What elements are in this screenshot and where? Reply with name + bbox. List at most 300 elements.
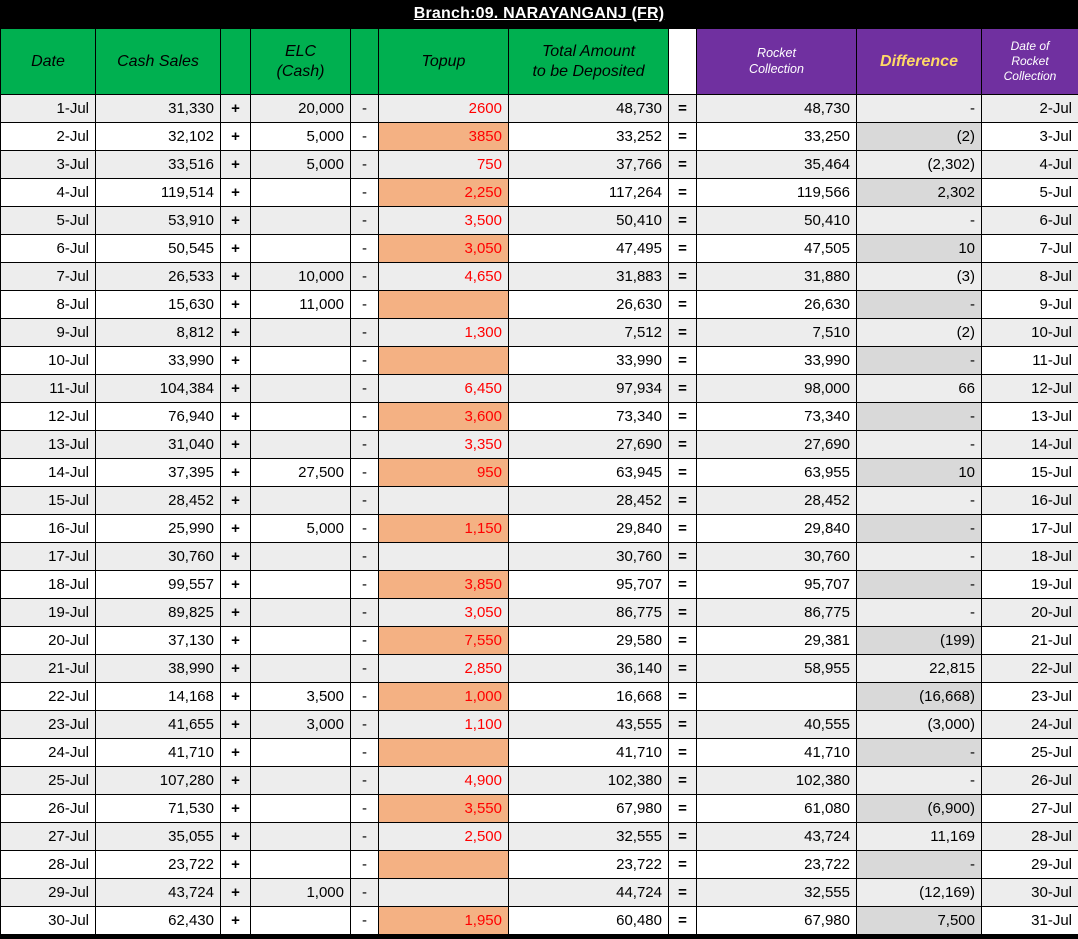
rocket-date-header-line3: Collection	[1003, 69, 1057, 83]
cell-cash-sales: 26,533	[96, 263, 221, 291]
cell-topup: 7,550	[379, 627, 509, 655]
cell-minus-sign: -	[351, 515, 379, 543]
cell-rocket-collection: 32,555	[697, 879, 857, 907]
cell-rocket-collection: 30,760	[697, 543, 857, 571]
cell-topup	[379, 347, 509, 375]
cell-total-deposit: 73,340	[509, 403, 669, 431]
cell-elc-cash: 10,000	[251, 263, 351, 291]
cell-rocket-date: 21-Jul	[982, 627, 1078, 655]
cell-elc-cash	[251, 207, 351, 235]
cell-date: 4-Jul	[1, 179, 96, 207]
cell-date: 28-Jul	[1, 851, 96, 879]
cell-rocket-collection: 58,955	[697, 655, 857, 683]
cell-plus-sign: +	[221, 823, 251, 851]
rocket-header-line1: Rocket	[757, 45, 796, 60]
cell-elc-cash	[251, 823, 351, 851]
cell-plus-sign: +	[221, 627, 251, 655]
cell-elc-cash: 3,500	[251, 683, 351, 711]
cell-difference: (199)	[857, 627, 982, 655]
cell-equals-sign: =	[669, 767, 697, 795]
cell-total-deposit: 7,512	[509, 319, 669, 347]
cell-elc-cash	[251, 543, 351, 571]
table-row	[1, 767, 1078, 795]
cell-cash-sales: 14,168	[96, 683, 221, 711]
cell-difference: 7,500	[857, 907, 982, 935]
cell-topup: 3,050	[379, 599, 509, 627]
cell-minus-sign: -	[351, 599, 379, 627]
table-row	[1, 235, 1078, 263]
cell-rocket-date: 22-Jul	[982, 655, 1078, 683]
cell-plus-sign: +	[221, 347, 251, 375]
cell-minus-sign: -	[351, 543, 379, 571]
cell-plus-sign: +	[221, 543, 251, 571]
cell-rocket-date: 15-Jul	[982, 459, 1078, 487]
cell-plus-sign: +	[221, 795, 251, 823]
col-header-difference: Difference	[857, 29, 982, 95]
cell-minus-sign: -	[351, 487, 379, 515]
cell-difference: -	[857, 515, 982, 543]
cell-topup: 2600	[379, 95, 509, 123]
cell-rocket-collection: 23,722	[697, 851, 857, 879]
cell-elc-cash	[251, 795, 351, 823]
cell-rocket-collection: 95,707	[697, 571, 857, 599]
cell-elc-cash: 5,000	[251, 151, 351, 179]
cell-plus-sign: +	[221, 655, 251, 683]
cell-date: 23-Jul	[1, 711, 96, 739]
cell-rocket-date: 6-Jul	[982, 207, 1078, 235]
cell-topup: 1,100	[379, 711, 509, 739]
table-row	[1, 431, 1078, 459]
cell-equals-sign: =	[669, 543, 697, 571]
cell-rocket-collection: 7,510	[697, 319, 857, 347]
cell-difference: -	[857, 543, 982, 571]
cell-rocket-date: 3-Jul	[982, 123, 1078, 151]
total-header-line1: Total Amount	[541, 42, 636, 60]
cell-date: 17-Jul	[1, 543, 96, 571]
cell-date: 16-Jul	[1, 515, 96, 543]
cell-plus-sign: +	[221, 123, 251, 151]
cell-minus-sign: -	[351, 711, 379, 739]
cell-topup: 2,850	[379, 655, 509, 683]
cell-total-deposit: 67,980	[509, 795, 669, 823]
cell-cash-sales: 25,990	[96, 515, 221, 543]
cell-topup: 1,150	[379, 515, 509, 543]
cell-total-deposit: 28,452	[509, 487, 669, 515]
cell-rocket-date: 16-Jul	[982, 487, 1078, 515]
cell-minus-sign: -	[351, 739, 379, 767]
cell-elc-cash: 11,000	[251, 291, 351, 319]
cell-plus-sign: +	[221, 95, 251, 123]
cell-equals-sign: =	[669, 235, 697, 263]
cell-equals-sign: =	[669, 795, 697, 823]
cell-elc-cash	[251, 431, 351, 459]
cell-elc-cash	[251, 403, 351, 431]
cell-equals-sign: =	[669, 151, 697, 179]
cell-rocket-collection: 86,775	[697, 599, 857, 627]
cell-minus-sign: -	[351, 655, 379, 683]
cell-difference: -	[857, 571, 982, 599]
cell-difference: 10	[857, 459, 982, 487]
cell-elc-cash	[251, 235, 351, 263]
table-row	[1, 823, 1078, 851]
cell-plus-sign: +	[221, 319, 251, 347]
cell-topup	[379, 739, 509, 767]
cell-cash-sales: 15,630	[96, 291, 221, 319]
cell-date: 18-Jul	[1, 571, 96, 599]
cell-rocket-date: 24-Jul	[982, 711, 1078, 739]
cell-minus-sign: -	[351, 403, 379, 431]
cell-equals-sign: =	[669, 683, 697, 711]
cell-date: 11-Jul	[1, 375, 96, 403]
cell-plus-sign: +	[221, 515, 251, 543]
cell-plus-sign: +	[221, 207, 251, 235]
cell-cash-sales: 76,940	[96, 403, 221, 431]
col-header-cash-sales: Cash Sales	[96, 29, 221, 95]
cell-rocket-date: 9-Jul	[982, 291, 1078, 319]
cell-minus-sign: -	[351, 879, 379, 907]
cell-total-deposit: 50,410	[509, 207, 669, 235]
cell-rocket-date: 27-Jul	[982, 795, 1078, 823]
cell-cash-sales: 119,514	[96, 179, 221, 207]
cell-topup: 3,050	[379, 235, 509, 263]
cell-rocket-collection: 31,880	[697, 263, 857, 291]
cell-plus-sign: +	[221, 907, 251, 935]
cell-elc-cash: 5,000	[251, 515, 351, 543]
cell-minus-sign: -	[351, 319, 379, 347]
cell-rocket-date: 26-Jul	[982, 767, 1078, 795]
col-header-rocket-collection	[697, 29, 857, 95]
table-row	[1, 739, 1078, 767]
cell-minus-sign: -	[351, 823, 379, 851]
cell-topup: 1,950	[379, 907, 509, 935]
cell-cash-sales: 8,812	[96, 319, 221, 347]
table-row	[1, 655, 1078, 683]
col-header-minus-sign	[351, 29, 379, 95]
cell-topup: 6,450	[379, 375, 509, 403]
cell-equals-sign: =	[669, 431, 697, 459]
cell-topup: 3850	[379, 123, 509, 151]
cell-rocket-date: 14-Jul	[982, 431, 1078, 459]
cell-plus-sign: +	[221, 767, 251, 795]
cell-rocket-collection: 63,955	[697, 459, 857, 487]
cell-rocket-date: 28-Jul	[982, 823, 1078, 851]
cell-difference: (3,000)	[857, 711, 982, 739]
cell-elc-cash: 3,000	[251, 711, 351, 739]
cell-minus-sign: -	[351, 151, 379, 179]
cell-equals-sign: =	[669, 851, 697, 879]
cell-difference: (6,900)	[857, 795, 982, 823]
cell-date: 22-Jul	[1, 683, 96, 711]
table-row	[1, 515, 1078, 543]
cell-difference: (3)	[857, 263, 982, 291]
cell-rocket-collection: 41,710	[697, 739, 857, 767]
cell-total-deposit: 37,766	[509, 151, 669, 179]
col-header-elc-cash	[251, 29, 351, 95]
cell-difference: -	[857, 95, 982, 123]
cell-minus-sign: -	[351, 347, 379, 375]
cell-topup: 750	[379, 151, 509, 179]
cell-total-deposit: 47,495	[509, 235, 669, 263]
table-row	[1, 179, 1078, 207]
cell-difference: -	[857, 487, 982, 515]
cell-plus-sign: +	[221, 431, 251, 459]
cell-total-deposit: 63,945	[509, 459, 669, 487]
table-row	[1, 711, 1078, 739]
cell-difference: (2)	[857, 319, 982, 347]
table-row	[1, 907, 1078, 935]
cell-plus-sign: +	[221, 291, 251, 319]
cell-minus-sign: -	[351, 683, 379, 711]
cell-minus-sign: -	[351, 263, 379, 291]
cell-total-deposit: 60,480	[509, 907, 669, 935]
cell-cash-sales: 23,722	[96, 851, 221, 879]
col-header-total-amount	[509, 29, 669, 95]
cell-difference: 11,169	[857, 823, 982, 851]
cell-rocket-collection: 33,990	[697, 347, 857, 375]
cell-rocket-date: 18-Jul	[982, 543, 1078, 571]
cell-date: 30-Jul	[1, 907, 96, 935]
cell-elc-cash	[251, 375, 351, 403]
cell-date: 19-Jul	[1, 599, 96, 627]
table-row	[1, 375, 1078, 403]
cell-date: 12-Jul	[1, 403, 96, 431]
table-row	[1, 627, 1078, 655]
cell-difference: -	[857, 767, 982, 795]
cell-date: 20-Jul	[1, 627, 96, 655]
cell-total-deposit: 86,775	[509, 599, 669, 627]
cell-rocket-collection: 28,452	[697, 487, 857, 515]
table-row	[1, 683, 1078, 711]
cell-cash-sales: 104,384	[96, 375, 221, 403]
cell-topup: 3,600	[379, 403, 509, 431]
cell-cash-sales: 107,280	[96, 767, 221, 795]
cell-equals-sign: =	[669, 291, 697, 319]
cell-minus-sign: -	[351, 459, 379, 487]
cell-total-deposit: 33,990	[509, 347, 669, 375]
cell-elc-cash: 27,500	[251, 459, 351, 487]
cell-rocket-collection: 61,080	[697, 795, 857, 823]
bottom-strip	[0, 935, 1078, 939]
cell-equals-sign: =	[669, 347, 697, 375]
cell-elc-cash	[251, 319, 351, 347]
cell-plus-sign: +	[221, 179, 251, 207]
cell-topup: 3,550	[379, 795, 509, 823]
cell-plus-sign: +	[221, 403, 251, 431]
cell-minus-sign: -	[351, 235, 379, 263]
table-row	[1, 291, 1078, 319]
cell-cash-sales: 99,557	[96, 571, 221, 599]
cell-equals-sign: =	[669, 627, 697, 655]
cell-equals-sign: =	[669, 319, 697, 347]
cell-elc-cash: 5,000	[251, 123, 351, 151]
cell-rocket-collection: 98,000	[697, 375, 857, 403]
cell-plus-sign: +	[221, 599, 251, 627]
cell-date: 24-Jul	[1, 739, 96, 767]
cell-topup: 4,650	[379, 263, 509, 291]
cell-rocket-collection: 48,730	[697, 95, 857, 123]
cell-rocket-date: 13-Jul	[982, 403, 1078, 431]
cell-rocket-date: 12-Jul	[982, 375, 1078, 403]
cell-cash-sales: 62,430	[96, 907, 221, 935]
cell-rocket-date: 7-Jul	[982, 235, 1078, 263]
title-bar	[0, 0, 1078, 28]
cell-total-deposit: 117,264	[509, 179, 669, 207]
cell-minus-sign: -	[351, 851, 379, 879]
table-row	[1, 795, 1078, 823]
cell-rocket-collection: 35,464	[697, 151, 857, 179]
cell-total-deposit: 95,707	[509, 571, 669, 599]
col-header-topup: Topup	[379, 29, 509, 95]
cell-difference: -	[857, 347, 982, 375]
cell-equals-sign: =	[669, 711, 697, 739]
cell-difference: 10	[857, 235, 982, 263]
table-row	[1, 459, 1078, 487]
cell-total-deposit: 36,140	[509, 655, 669, 683]
cell-difference: (16,668)	[857, 683, 982, 711]
table-row	[1, 207, 1078, 235]
cell-plus-sign: +	[221, 683, 251, 711]
cell-topup	[379, 879, 509, 907]
cell-total-deposit: 27,690	[509, 431, 669, 459]
cell-difference: -	[857, 599, 982, 627]
cell-cash-sales: 33,990	[96, 347, 221, 375]
table-row	[1, 599, 1078, 627]
table-row	[1, 151, 1078, 179]
cell-plus-sign: +	[221, 459, 251, 487]
cell-rocket-date: 23-Jul	[982, 683, 1078, 711]
cell-total-deposit: 16,668	[509, 683, 669, 711]
cell-elc-cash	[251, 347, 351, 375]
cell-plus-sign: +	[221, 571, 251, 599]
cell-topup	[379, 291, 509, 319]
cell-total-deposit: 30,760	[509, 543, 669, 571]
cell-topup: 2,250	[379, 179, 509, 207]
cell-elc-cash	[251, 767, 351, 795]
cell-rocket-date: 10-Jul	[982, 319, 1078, 347]
cell-equals-sign: =	[669, 487, 697, 515]
cell-date: 15-Jul	[1, 487, 96, 515]
table-row	[1, 123, 1078, 151]
cell-minus-sign: -	[351, 375, 379, 403]
cell-date: 13-Jul	[1, 431, 96, 459]
cell-rocket-collection: 43,724	[697, 823, 857, 851]
cell-topup: 3,350	[379, 431, 509, 459]
cell-elc-cash	[251, 627, 351, 655]
cell-cash-sales: 33,516	[96, 151, 221, 179]
cell-equals-sign: =	[669, 375, 697, 403]
cell-difference: (12,169)	[857, 879, 982, 907]
cell-plus-sign: +	[221, 851, 251, 879]
cell-equals-sign: =	[669, 263, 697, 291]
cell-total-deposit: 102,380	[509, 767, 669, 795]
cell-minus-sign: -	[351, 571, 379, 599]
cell-rocket-collection: 119,566	[697, 179, 857, 207]
cell-total-deposit: 32,555	[509, 823, 669, 851]
cell-total-deposit: 97,934	[509, 375, 669, 403]
col-header-plus-sign	[221, 29, 251, 95]
cell-cash-sales: 38,990	[96, 655, 221, 683]
cell-equals-sign: =	[669, 123, 697, 151]
cell-minus-sign: -	[351, 907, 379, 935]
table-row	[1, 319, 1078, 347]
cell-cash-sales: 32,102	[96, 123, 221, 151]
cell-difference: (2,302)	[857, 151, 982, 179]
cell-cash-sales: 41,710	[96, 739, 221, 767]
cell-rocket-collection: 40,555	[697, 711, 857, 739]
cell-rocket-collection	[697, 683, 857, 711]
cell-cash-sales: 89,825	[96, 599, 221, 627]
cell-date: 3-Jul	[1, 151, 96, 179]
cell-elc-cash	[251, 907, 351, 935]
cell-topup	[379, 851, 509, 879]
table-row	[1, 347, 1078, 375]
cell-minus-sign: -	[351, 179, 379, 207]
cell-date: 21-Jul	[1, 655, 96, 683]
cell-date: 5-Jul	[1, 207, 96, 235]
cell-total-deposit: 29,580	[509, 627, 669, 655]
total-header-line2: to be Deposited	[532, 62, 645, 80]
cell-minus-sign: -	[351, 123, 379, 151]
cell-plus-sign: +	[221, 263, 251, 291]
cell-cash-sales: 30,760	[96, 543, 221, 571]
cell-topup: 4,900	[379, 767, 509, 795]
cell-rocket-collection: 102,380	[697, 767, 857, 795]
cell-total-deposit: 26,630	[509, 291, 669, 319]
cell-rocket-collection: 67,980	[697, 907, 857, 935]
col-header-date: Date	[1, 29, 96, 95]
cell-minus-sign: -	[351, 95, 379, 123]
cell-difference: 2,302	[857, 179, 982, 207]
cell-plus-sign: +	[221, 879, 251, 907]
cell-equals-sign: =	[669, 403, 697, 431]
cell-equals-sign: =	[669, 879, 697, 907]
cell-equals-sign: =	[669, 515, 697, 543]
cell-cash-sales: 43,724	[96, 879, 221, 907]
cell-date: 7-Jul	[1, 263, 96, 291]
cell-rocket-collection: 33,250	[697, 123, 857, 151]
cell-difference: -	[857, 207, 982, 235]
cell-rocket-collection: 73,340	[697, 403, 857, 431]
cell-elc-cash	[251, 851, 351, 879]
cell-topup	[379, 543, 509, 571]
table-row	[1, 95, 1078, 123]
cell-minus-sign: -	[351, 291, 379, 319]
branch-title: Branch:09. NARAYANGANJ (FR)	[413, 5, 665, 22]
cell-equals-sign: =	[669, 179, 697, 207]
cell-elc-cash	[251, 179, 351, 207]
cell-equals-sign: =	[669, 599, 697, 627]
cell-equals-sign: =	[669, 907, 697, 935]
cell-topup: 1,300	[379, 319, 509, 347]
cell-rocket-collection: 29,840	[697, 515, 857, 543]
cell-rocket-collection: 26,630	[697, 291, 857, 319]
cell-total-deposit: 29,840	[509, 515, 669, 543]
cell-date: 14-Jul	[1, 459, 96, 487]
table-row	[1, 263, 1078, 291]
cell-rocket-date: 29-Jul	[982, 851, 1078, 879]
cell-plus-sign: +	[221, 739, 251, 767]
table-row	[1, 571, 1078, 599]
cell-equals-sign: =	[669, 739, 697, 767]
col-header-rocket-date	[982, 29, 1078, 95]
cell-total-deposit: 31,883	[509, 263, 669, 291]
rocket-date-header-line1: Date of	[1010, 39, 1050, 53]
cell-rocket-date: 20-Jul	[982, 599, 1078, 627]
cell-difference: -	[857, 739, 982, 767]
cell-elc-cash	[251, 487, 351, 515]
table-row	[1, 403, 1078, 431]
cell-cash-sales: 37,395	[96, 459, 221, 487]
